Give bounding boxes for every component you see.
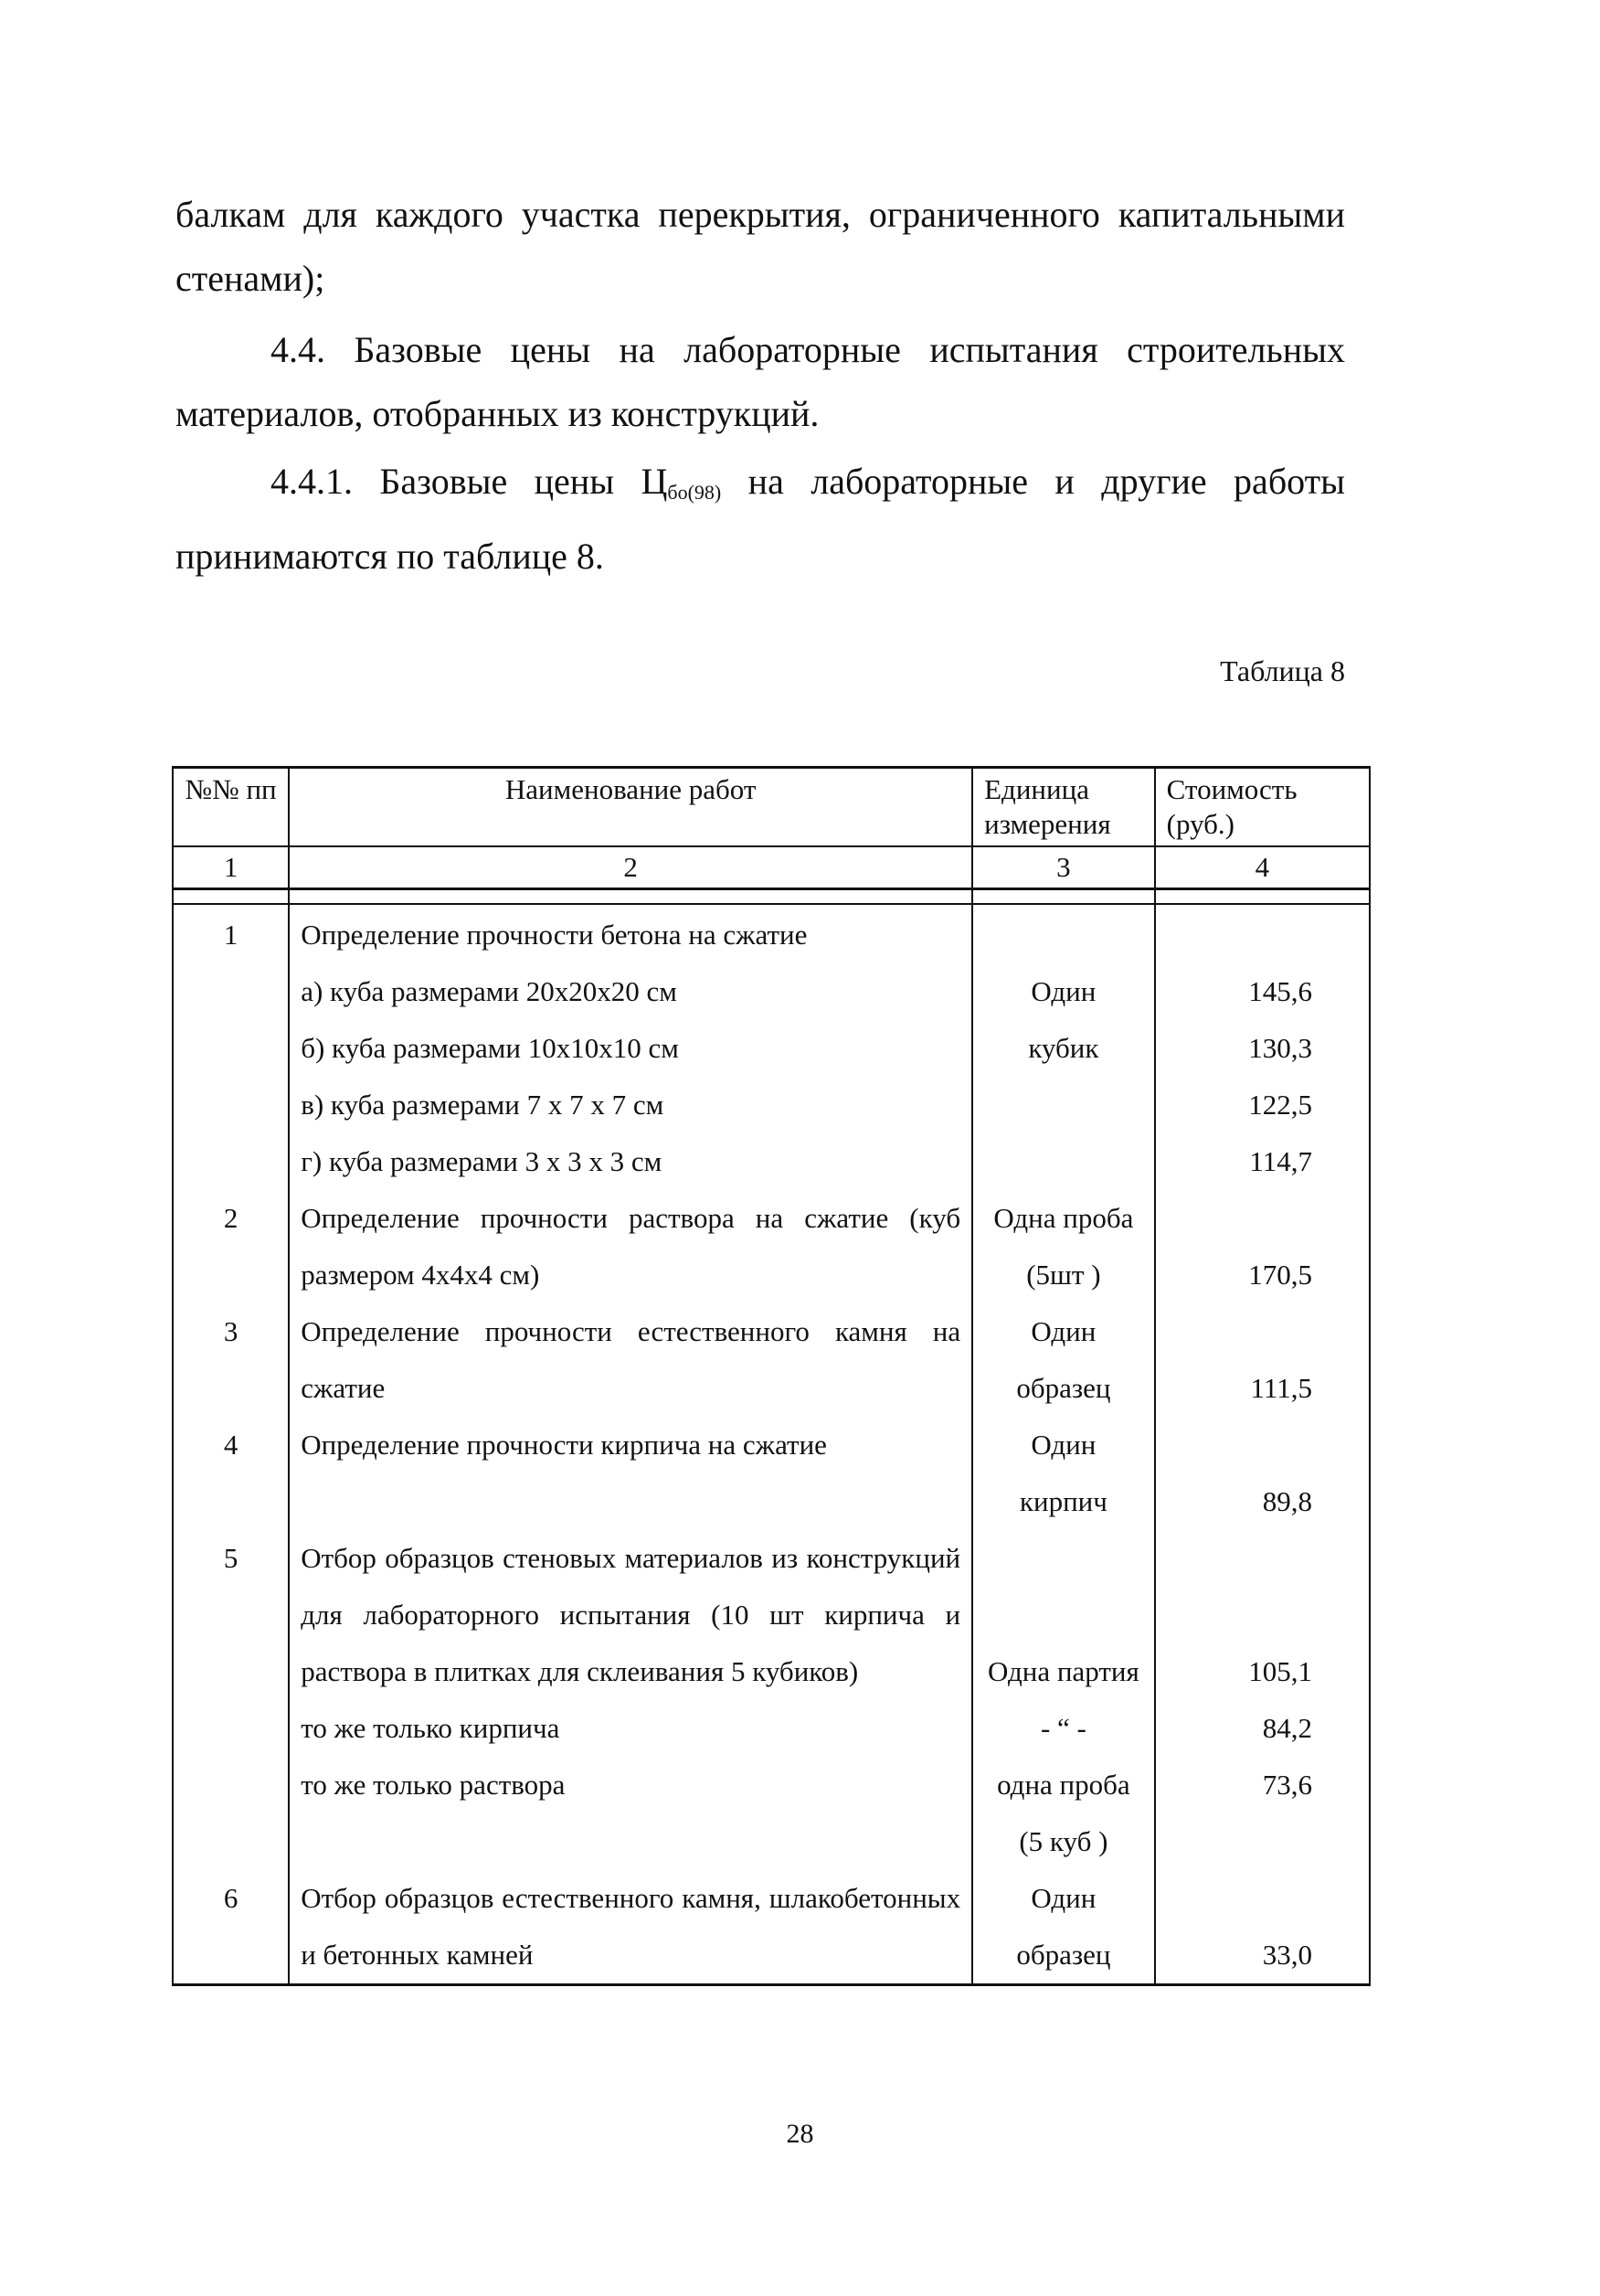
row-unit (972, 1133, 1155, 1190)
row-work-name: в) куба размерами 7 х 7 х 7 см (289, 1077, 972, 1133)
row-work-name: то же только кирпича (289, 1700, 972, 1757)
header-work-name: Наименование работ (289, 768, 972, 847)
table-row (173, 1020, 1370, 1077)
paragraph-beams: балкам для каждого участка перекрытия, ограниченного капитальными стенами); (175, 194, 1345, 299)
row-unit: Один образец (972, 1870, 1155, 1985)
row-number: 1 (173, 904, 289, 963)
row-number: 3 (173, 1303, 289, 1417)
table-row (173, 1077, 1370, 1133)
column-number: 2 (289, 846, 972, 889)
row-number: 4 (173, 1417, 289, 1530)
row-number: 5 (173, 1530, 289, 1700)
table-row (173, 1700, 1370, 1757)
row-cost: 111,5 (1155, 1303, 1370, 1417)
table-row (173, 1757, 1370, 1870)
paragraph-text-start: 4.4.1. Базовые цены Ц (270, 461, 668, 502)
row-unit (972, 904, 1155, 963)
paragraph-4-4: 4.4. Базовые цены на лабораторные испытания строительных материалов, отобранных из конструкций. (175, 329, 1345, 434)
price-table (172, 766, 1371, 1986)
table-row (173, 1190, 1370, 1303)
row-unit: Один (972, 963, 1155, 1020)
row-number: 6 (173, 1870, 289, 1985)
row-work-name: Определение прочности кирпича на сжатие (289, 1417, 972, 1530)
row-number (173, 963, 289, 1020)
row-work-name: а) куба размерами 20х20х20 см (289, 963, 972, 1020)
row-work-name: Отбор образцов естественного камня, шлакобетонных и бетонных камней (289, 1870, 972, 1985)
table-row (173, 1303, 1370, 1417)
row-cost: 122,5 (1155, 1077, 1370, 1133)
table-row (173, 963, 1370, 1020)
row-number (173, 1757, 289, 1870)
row-cost: 130,3 (1155, 1020, 1370, 1077)
row-unit (972, 1077, 1155, 1133)
table-row (173, 1133, 1370, 1190)
row-unit: Одна проба (5шт ) (972, 1190, 1155, 1303)
row-cost: 145,6 (1155, 963, 1370, 1020)
row-number (173, 1020, 289, 1077)
column-number: 3 (972, 846, 1155, 889)
row-unit: Один кирпич (972, 1417, 1155, 1530)
header-cost: Стоимость (руб.) (1155, 768, 1370, 847)
row-number (173, 1133, 289, 1190)
row-cost: 33,0 (1155, 1870, 1370, 1985)
table-header-row (173, 768, 1370, 847)
table-row (173, 904, 1370, 963)
row-unit: Одна партия (972, 1530, 1155, 1700)
table-caption: Таблица 8 (1220, 654, 1345, 687)
column-number: 1 (173, 846, 289, 889)
table-row (173, 1870, 1370, 1985)
spacer-cell (1155, 889, 1370, 905)
paragraph-text-end: на лабораторные и другие работы принимаются по таблице 8. (175, 461, 1345, 577)
table-body (173, 904, 1370, 1985)
row-work-name: Определение прочности бетона на сжатие (289, 904, 972, 963)
row-number: 2 (173, 1190, 289, 1303)
row-unit: кубик (972, 1020, 1155, 1077)
row-work-name: г) куба размерами 3 х 3 х 3 см (289, 1133, 972, 1190)
table-row (173, 1417, 1370, 1530)
row-cost: 84,2 (1155, 1700, 1370, 1757)
row-cost: 170,5 (1155, 1190, 1370, 1303)
row-cost: 89,8 (1155, 1417, 1370, 1530)
spacer-cell (173, 889, 289, 905)
row-number (173, 1077, 289, 1133)
spacer-cell (289, 889, 972, 905)
row-cost: 105,1 (1155, 1530, 1370, 1700)
table-spacer-row (173, 889, 1370, 905)
row-work-name: Определение прочности раствора на сжатие (куб размером 4х4х4 см) (289, 1190, 972, 1303)
row-work-name: Определение прочности естественного камня на сжатие (289, 1303, 972, 1417)
row-unit: одна проба (5 куб ) (972, 1757, 1155, 1870)
column-number: 4 (1155, 846, 1370, 889)
row-number (173, 1700, 289, 1757)
row-unit: Один образец (972, 1303, 1155, 1417)
row-cost: 114,7 (1155, 1133, 1370, 1190)
row-cost: 73,6 (1155, 1757, 1370, 1870)
header-unit: Единица измерения (972, 768, 1155, 847)
row-work-name: Отбор образцов стеновых материалов из конструкций для лабораторного испытания (10 шт кирпича и раствора в плитках для склеивания 5 кубиков) (289, 1530, 972, 1700)
row-work-name: то же только раствора (289, 1757, 972, 1870)
paragraph-4-4-1 (175, 450, 1345, 589)
price-subscript: бо(98) (667, 481, 722, 504)
spacer-cell (972, 889, 1155, 905)
header-number: №№ пп (173, 768, 289, 847)
column-number-row (173, 846, 1370, 889)
row-cost (1155, 904, 1370, 963)
table-row (173, 1530, 1370, 1700)
row-work-name: б) куба размерами 10х10х10 см (289, 1020, 972, 1077)
page-number: 28 (786, 2119, 814, 2149)
row-unit: - “ - (972, 1700, 1155, 1757)
